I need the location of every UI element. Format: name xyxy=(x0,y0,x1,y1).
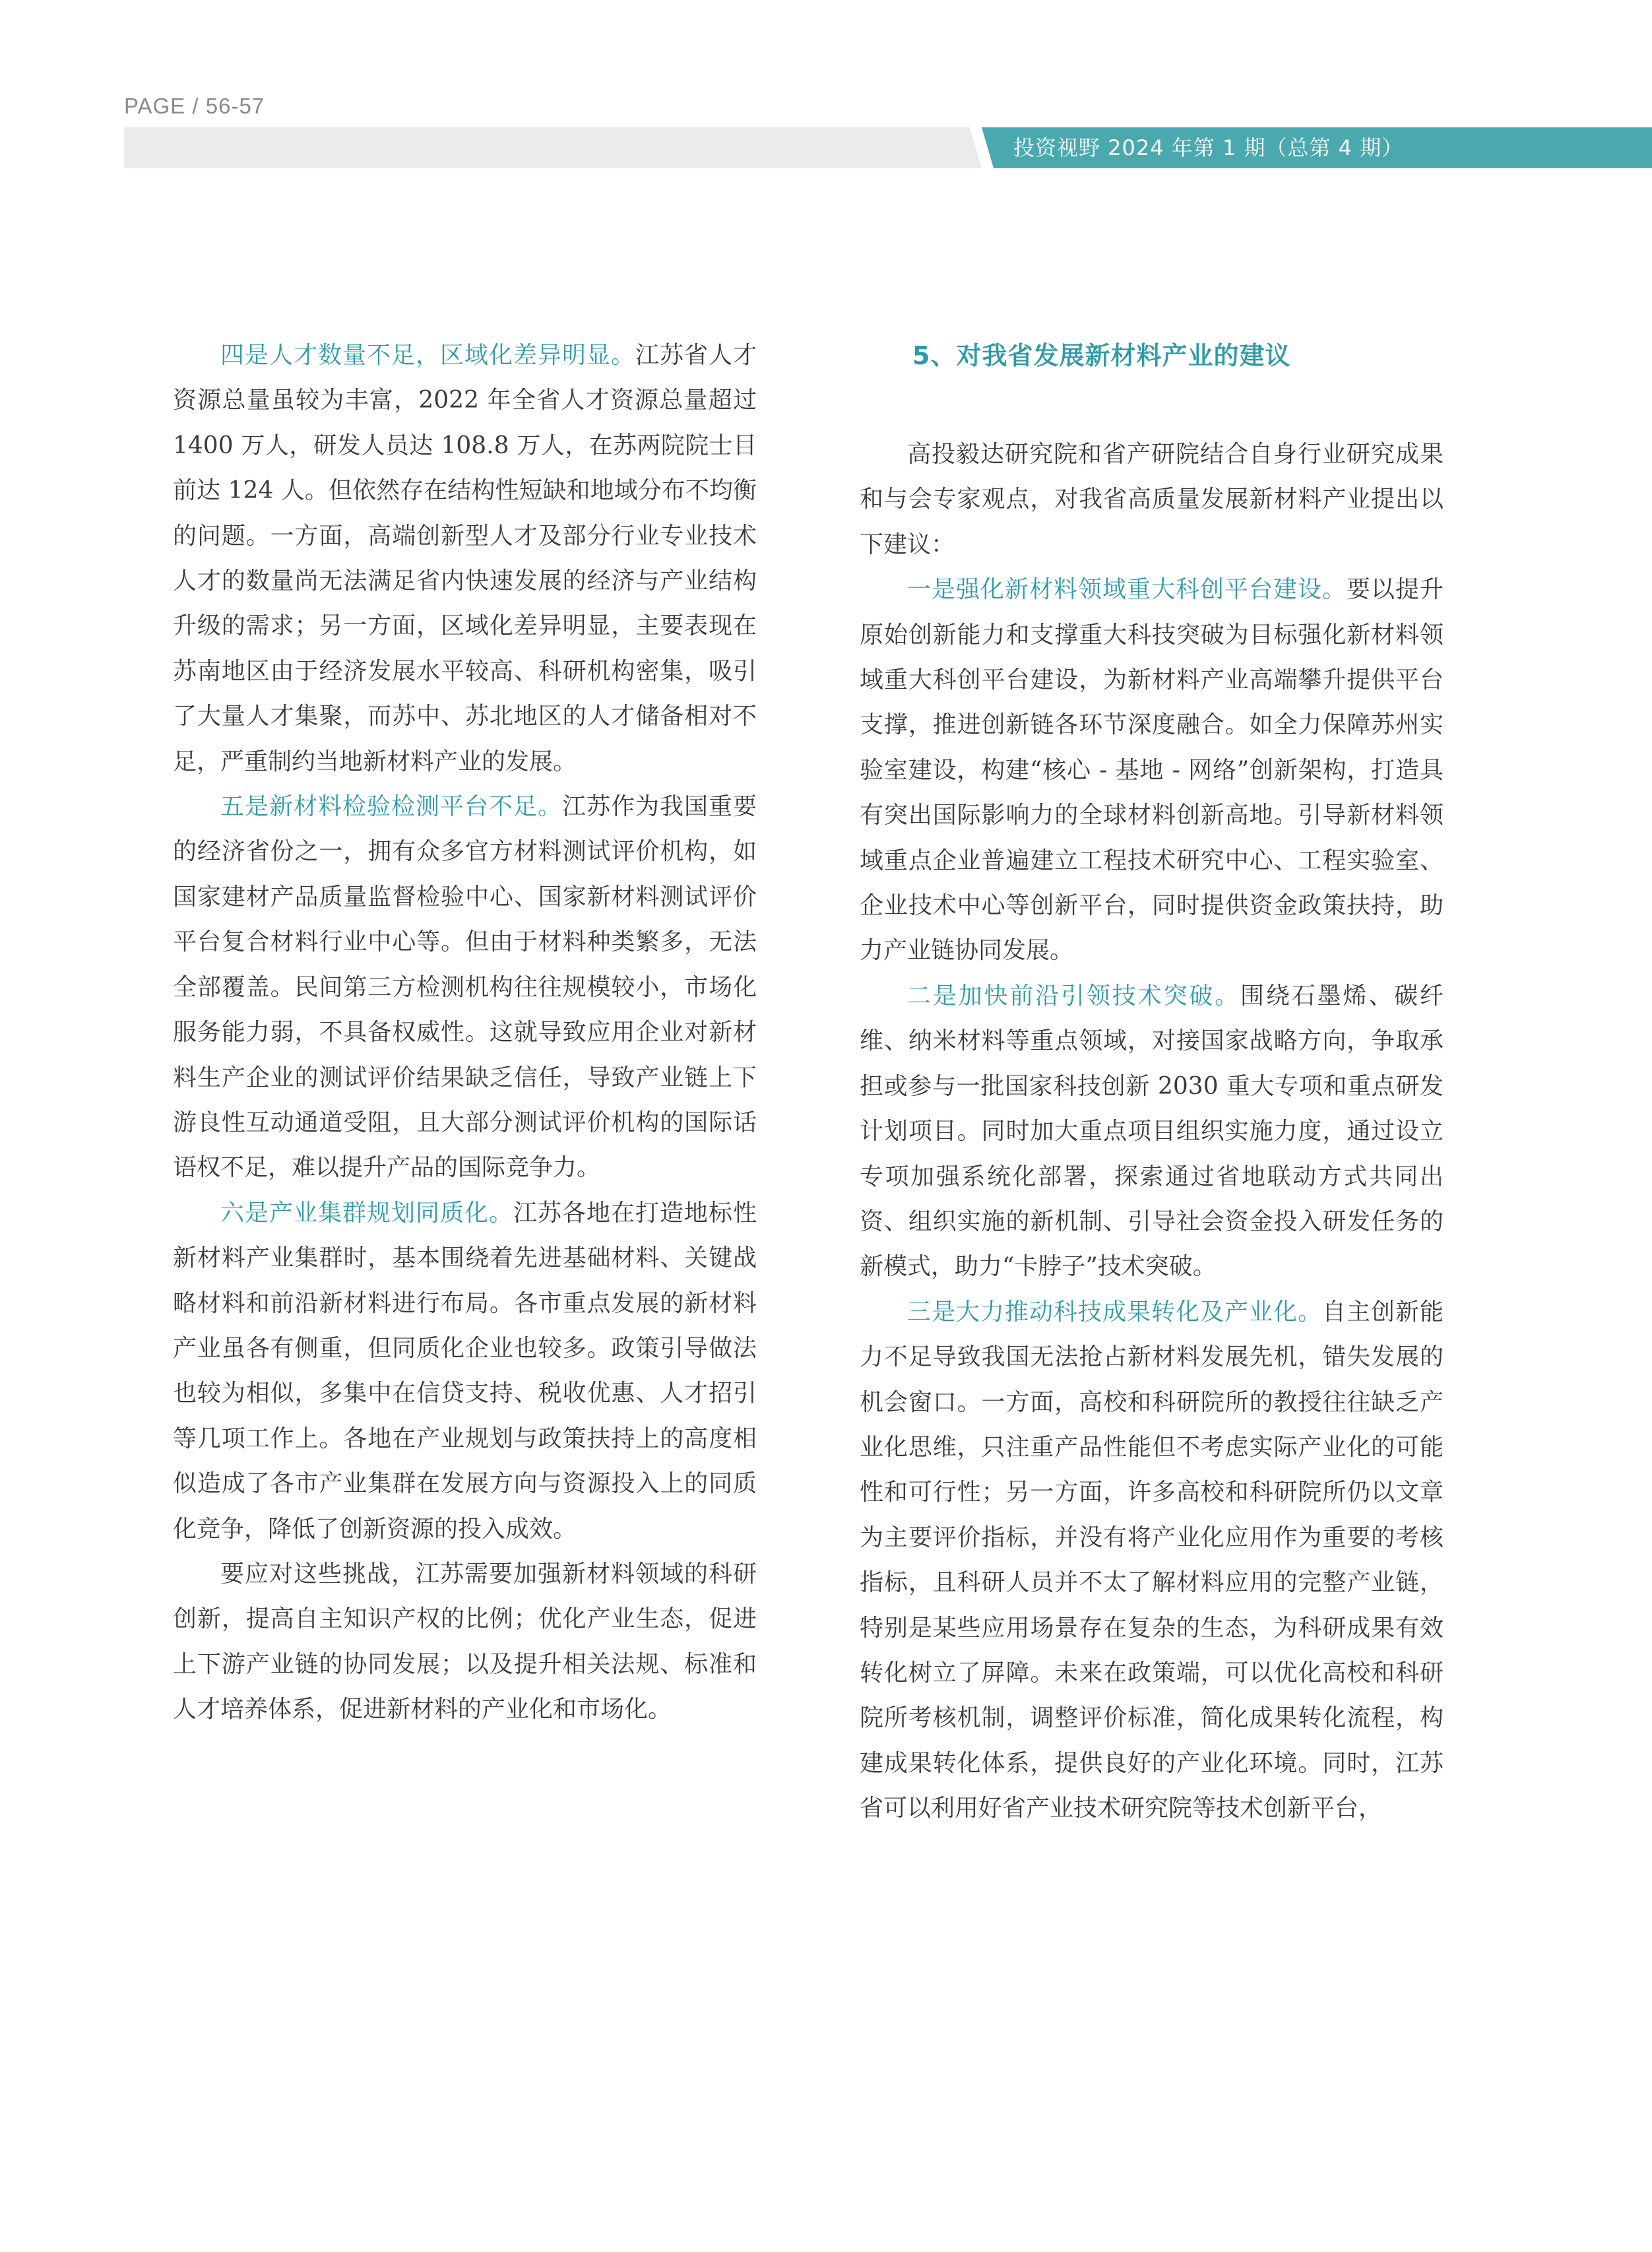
paragraph-body: 要以提升原始创新能力和支撑重大科技突破为目标强化新材料领域重大科创平台建设，为新材料产业高端攀升提供平台支撑，推进创新链各环节深度融合。如全力保障苏州实验室建设，构建“核心 - 基地 - 网络”创新架构，打造具有突出国际影响力的全球材料创新高地。引导新材料领域重点企业普遍建立工程技术研究中心、工程实验室、企业技术中心等创新平台，同时提供资金政策扶持，助力产业链协同发展。 xyxy=(860,576,1444,965)
paragraph-suggestion-1 xyxy=(860,567,1444,974)
paragraph-heading: 三是大力推动科技成果转化及产业化。 xyxy=(907,1298,1322,1326)
journal-title: 投资视野 2024 年第 1 期（总第 4 期） xyxy=(1013,135,1404,160)
header-bar-gray xyxy=(124,127,982,168)
section-title: 5、对我省发展新材料产业的建议 xyxy=(912,341,1291,370)
header-bar-graphic xyxy=(124,127,1652,168)
page-number-label: PAGE / 56-57 xyxy=(124,94,265,118)
paragraph-heading: 五是新材料检验检测平台不足。 xyxy=(220,793,562,821)
paragraph-heading: 二是加快前沿引领技术突破。 xyxy=(907,982,1241,1010)
paragraph-intro: 高投毅达研究院和省产研院结合自身行业研究成果和与会专家观点，对我省高质量发展新材料产业提出以下建议： xyxy=(860,441,1444,558)
paragraph-testing-platform xyxy=(173,785,757,1191)
paragraph-suggestion-2 xyxy=(860,974,1444,1290)
paragraph-body: 江苏作为我国重要的经济省份之一，拥有众多官方材料测试评价机构，如国家建材产品质量监督检验中心、国家新材料测试评价平台复合材料行业中心等。但由于材料种类繁多，无法全部覆盖。民间第三方检测机构往往规模较小，市场化服务能力弱，不具备权威性。这就导致应用企业对新材料生产企业的测试评价结果缺乏信任，导致产业链上下游良性互动通道受阻，且大部分测试评价机构的国际话语权不足，难以提升产品的国际竞争力。 xyxy=(173,793,757,1182)
paragraph-body: 江苏各地在打造地标性新材料产业集群时，基本围绕着先进基础材料、关键战略材料和前沿新材料进行布局。各市重点发展的新材料产业虽各有侧重，但同质化企业也较多。政策引导做法也较为相似，多集中在信贷支持、税收优惠、人才招引等几项工作上。各地在产业规划与政策扶持上的高度相似造成了各市产业集群在发展方向与资源投入上的同质化竞争，降低了创新资源的投入成效。 xyxy=(173,1199,757,1543)
paragraph-heading: 四是人才数量不足，区域化差异明显。 xyxy=(220,342,635,369)
paragraph-talent xyxy=(173,333,757,785)
section-spacer xyxy=(860,378,1444,432)
paragraph-industry-cluster xyxy=(173,1191,757,1552)
paragraph-heading: 一是强化新材料领域重大科创平台建设。 xyxy=(907,576,1347,604)
paragraph-body: 围绕石墨烯、碳纤维、纳米材料等重点领域，对接国家战略方向，争取承担或参与一批国家科技创新 2030 重大专项和重点研发计划项目。同时加大重点项目组织实施力度，通过设立专项加强系统化部署，探索通过省地联动方式共同出资、组织实施的新机制、引导社会资金投入研发任务的新模式，助力“卡脖子”技术突破。 xyxy=(860,982,1444,1281)
paragraph-body: 自主创新能力不足导致我国无法抢占新材料发展先机，错失发展的机会窗口。一方面，高校和科研院所的教授往往缺乏产业化思维，只注重产品性能但不考虑实际产业化的可能性和可行性；另一方面，许多高校和科研院所仍以文章为主要评价指标，并没有将产业化应用作为重要的考核指标，且科研人员并不太了解材料应用的完整产业链，特别是某些应用场景存在复杂的生态，为科研成果有效转化树立了屏障。未来在政策端，可以优化高校和科研院所考核机制，调整评价标准，简化成果转化流程，构建成果转化体系，提供良好的产业化环境。同时，江苏省可以利用好省产业技术研究院等技术创新平台， xyxy=(860,1298,1444,1822)
paragraph-suggestion-3 xyxy=(860,1290,1444,1832)
paragraph-conclusion: 要应对这些挑战，江苏需要加强新材料领域的科研创新，提高自主知识产权的比例；优化产业生态，促进上下游产业链的协同发展；以及提升相关法规、标准和人才培养体系，促进新材料的产业化和市场化。 xyxy=(173,1560,757,1723)
right-column xyxy=(860,333,1444,1832)
left-column xyxy=(173,333,757,1733)
header-bar xyxy=(124,127,1652,168)
paragraph-body: 江苏省人才资源总量虽较为丰富，2022 年全省人才资源总量超过 1400 万人，研发人员达 108.8 万人，在苏两院院士目前达 124 人。但依然存在结构性短缺和地域分布不均衡的问题。一方面，高端创新型人才及部分行业专业技术人才的数量尚无法满足省内快速发展的经济与产业结构升级的需求；另一方面，区域化差异明显，主要表现在苏南地区由于经济发展水平较高、科研机构密集，吸引了大量人才集聚，而苏中、苏北地区的人才储备相对不足，严重制约当地新材料产业的发展。 xyxy=(173,342,757,775)
paragraph-heading: 六是产业集群规划同质化。 xyxy=(220,1199,513,1227)
